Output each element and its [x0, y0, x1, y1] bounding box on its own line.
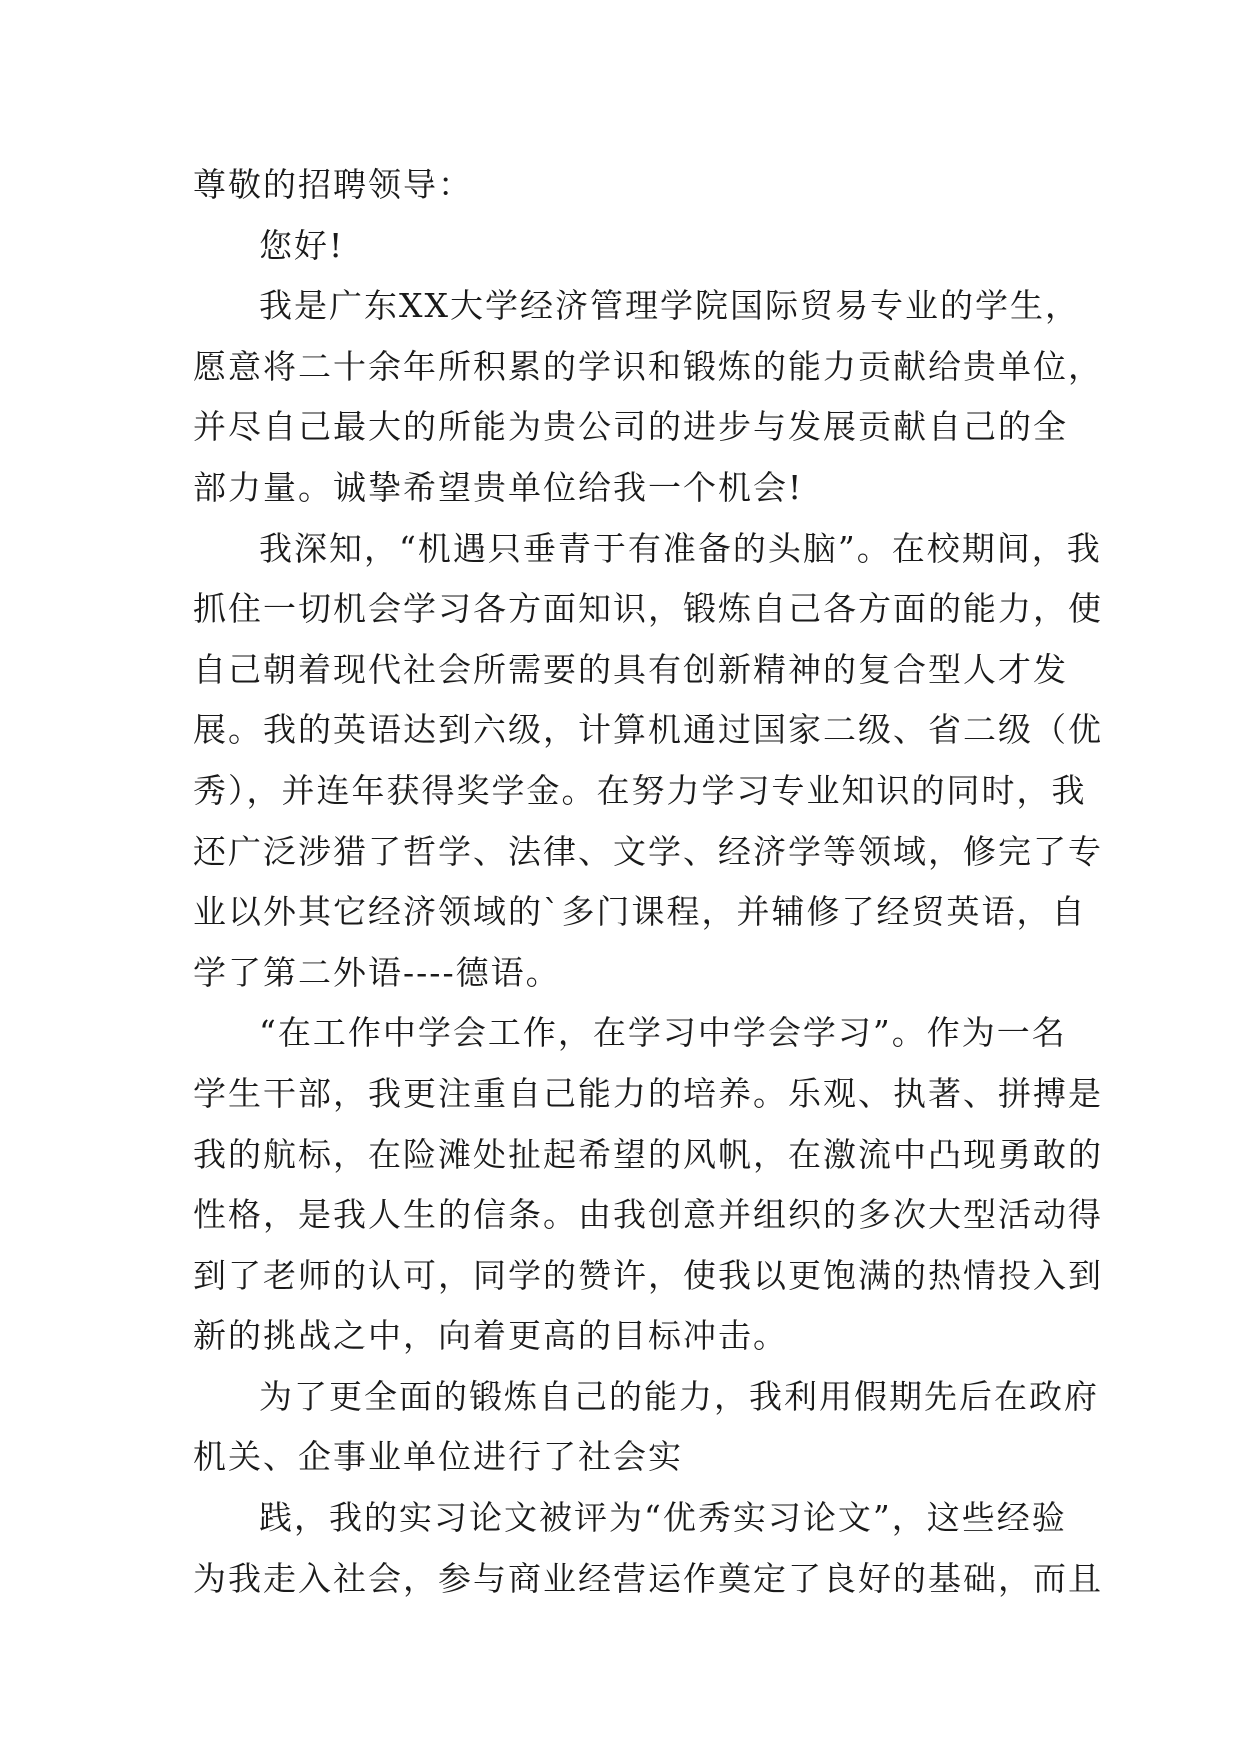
salutation: 尊敬的招聘领导： [193, 165, 473, 204]
paragraph-line: 我深知，“机遇只垂青于有准备的头脑”。在校期间，我 [259, 528, 1102, 568]
paragraph-line: 自己朝着现代社会所需要的具有创新精神的复合型人才发 [193, 649, 1068, 689]
paragraph-line: “在工作中学会工作，在学习中学会学习”。作为一名 [259, 1013, 1067, 1053]
paragraph-line: 性格，是我人生的信条。由我创意并组织的多次大型活动得 [193, 1195, 1103, 1235]
paragraph-line: 到了老师的认可，同学的赞许，使我以更饱满的热情投入到 [193, 1255, 1103, 1295]
paragraph-line: 部力量。诚挚希望贵单位给我一个机会! [193, 467, 804, 507]
paragraph-line: 愿意将二十余年所积累的学识和锻炼的能力贡献给贵单位， [193, 346, 1103, 386]
paragraph-line: 展。我的英语达到六级，计算机通过国家二级、省二级（优 [193, 710, 1103, 750]
paragraph-line: 为我走入社会，参与商业经营运作奠定了良好的基础，而且 [193, 1558, 1103, 1598]
paragraph-line: 还广泛涉猎了哲学、法律、文学、经济学等领域，修完了专 [193, 831, 1103, 871]
letter-body [193, 155, 1103, 1609]
paragraph-line: 机关、企事业单位进行了社会实 [193, 1437, 683, 1477]
paragraph-line: 为了更全面的锻炼自己的能力，我利用假期先后在政府 [259, 1376, 1099, 1416]
paragraph-line: 我的航标，在险滩处扯起希望的风帆，在激流中凸现勇敢的 [193, 1134, 1103, 1174]
paragraph-line: 并尽自己最大的所能为贵公司的进步与发展贡献自己的全 [193, 407, 1068, 447]
paragraph-line: 践，我的实习论文被评为“优秀实习论文”，这些经验 [259, 1498, 1067, 1538]
paragraph-line: 新的挑战之中，向着更高的目标冲击。 [193, 1316, 788, 1356]
greeting: 您好! [259, 225, 345, 265]
paragraph-line: 我是广东XX大学经济管理学院国际贸易专业的学生， [259, 286, 1080, 326]
paragraph-line: 业以外其它经济领域的`多门课程，并辅修了经贸英语，自 [193, 892, 1087, 932]
paragraph-line: 秀），并连年获得奖学金。在努力学习专业知识的同时，我 [193, 770, 1087, 810]
paragraph-line: 学了第二外语----德语。 [193, 952, 561, 992]
paragraph-line: 抓住一切机会学习各方面知识，锻炼自己各方面的能力，使 [193, 589, 1103, 629]
paragraph-line: 学生干部，我更注重自己能力的培养。乐观、执著、拼搏是 [193, 1073, 1103, 1113]
